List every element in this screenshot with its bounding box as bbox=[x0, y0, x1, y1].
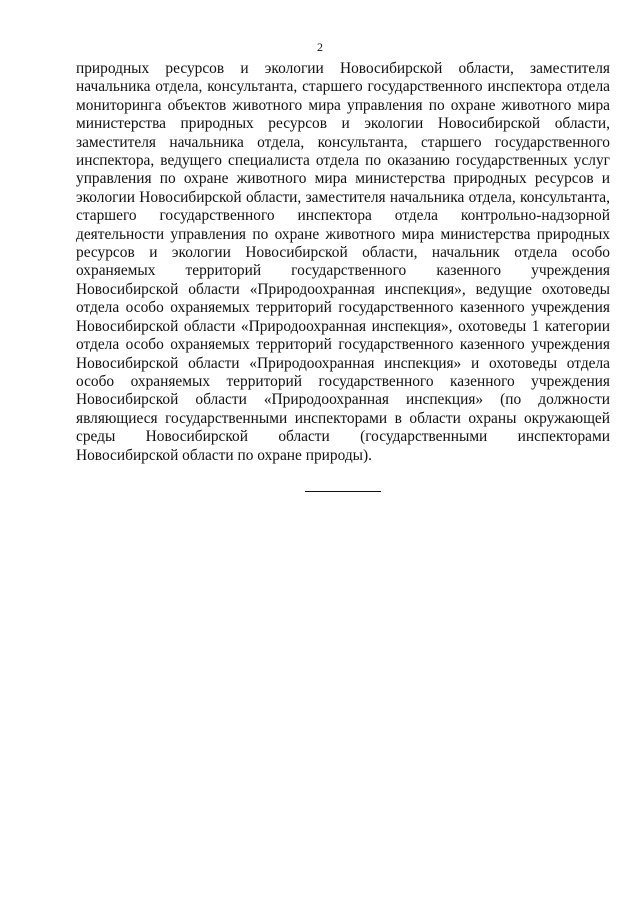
body-paragraph: природных ресурсов и экологии Новосибирской области, заместителя начальника отдела, консультанта, старшего государственного инспектора отдела мониторинга объектов животного мира управления по охране животного мира министерства природных ресурсов и экологии Новосибирской области, заместителя начальника отдела, консультанта, старшего государственного инспектора, ведущего специалиста отдела по оказанию государственных услуг управления по охране животного мира министерства природных ресурсов и экологии Новосибирской области, заместителя начальника отдела, консультанта, старшего государственного инспектора отдела контрольно-надзорной деятельности управления по охране животного мира министерства природных ресурсов и экологии Новосибирской области, начальник отдела особо охраняемых территорий государственного казенного учреждения Новосибирской области «Природоохранная инспекция», ведущие охотоведы отдела особо охраняемых территорий государственного казенного учреждения Новосибирской области «Природоохранная инспекция», охотоведы 1 категории отдела особо охраняемых территорий государственного казенного учреждения Новосибирской области «Природоохранная инспекция» и охотоведы отдела особо охраняемых территорий государственного казенного учреждения Новосибирской области «Природоохранная инспекция» (по должности являющиеся государственными инспекторами в области охраны окружающей среды Новосибирской области (государственными инспекторами Новосибирской области по охране природы). bbox=[76, 60, 610, 464]
closing-line-divider bbox=[305, 491, 381, 492]
page-number: 2 bbox=[317, 40, 323, 54]
